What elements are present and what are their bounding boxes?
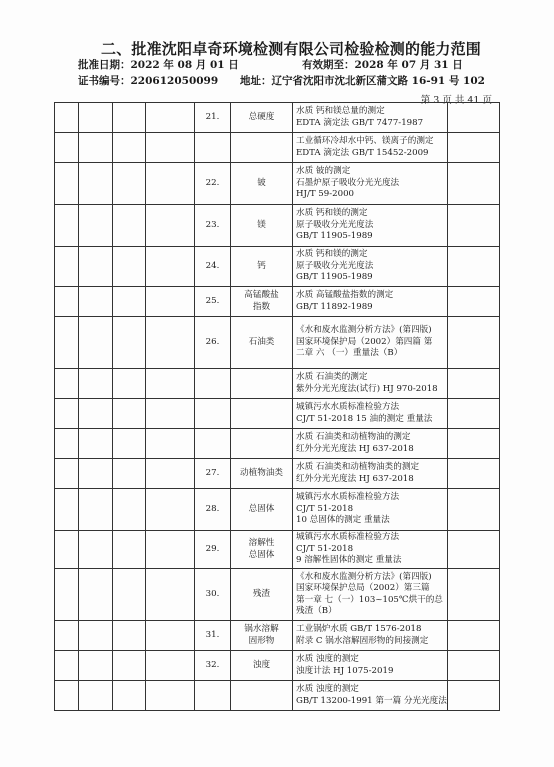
item-number: 28. — [195, 489, 231, 531]
method-line: 工业循环冷却水中钙、镁离子的测定 — [296, 136, 434, 146]
method-standard — [293, 621, 448, 651]
method-line: 水质 钙和镁的测定 — [296, 249, 368, 260]
blank-cell — [113, 247, 146, 287]
blank-cell — [79, 103, 113, 133]
blank-cell — [55, 531, 79, 569]
test-parameter — [231, 287, 293, 317]
method-line: 水质 钙和镁总量的测定 — [296, 106, 385, 116]
test-parameter — [231, 247, 293, 287]
method-standard — [293, 247, 448, 287]
method-line: GB/T 13200-1991 第一篇 分光光度法 — [296, 695, 447, 706]
blank-cell — [146, 621, 195, 651]
parameter-line: 镁 — [257, 219, 266, 230]
blank-cell — [55, 369, 79, 399]
method-standard — [293, 369, 448, 399]
blank-cell — [79, 531, 113, 569]
blank-cell — [448, 317, 500, 369]
parameter-line: 溶解性 — [248, 538, 275, 548]
item-number: 24. — [195, 247, 231, 287]
method-standard — [293, 459, 448, 489]
blank-cell — [55, 247, 79, 287]
test-parameter — [231, 651, 293, 681]
blank-cell — [113, 569, 146, 621]
blank-cell — [113, 133, 146, 163]
table-row — [55, 133, 500, 163]
address: 地址：辽宁省沈阳市沈北新区蒲文路 16-91 号 102 — [240, 75, 485, 87]
blank-cell — [55, 651, 79, 681]
method-line: 浊度计法 HJ 1075-2019 — [296, 665, 394, 676]
item-number: 23. — [195, 205, 231, 247]
table-row — [55, 621, 500, 651]
blank-cell — [448, 133, 500, 163]
method-line: 附录 C 锅水溶解固形物的间接测定 — [296, 635, 429, 646]
method-line: EDTA 滴定法 GB/T 15452-2009 — [296, 147, 429, 158]
blank-cell — [448, 399, 500, 429]
method-line: 城镇污水水质标准检验方法 — [296, 532, 400, 543]
blank-cell — [113, 531, 146, 569]
blank-cell — [146, 429, 195, 459]
blank-cell — [146, 287, 195, 317]
method-standard — [293, 489, 448, 531]
table-row — [55, 103, 500, 133]
item-number: 27. — [195, 459, 231, 489]
blank-cell — [146, 205, 195, 247]
item-number: 21. — [195, 103, 231, 133]
test-parameter — [231, 163, 293, 205]
test-parameter — [231, 399, 293, 429]
test-parameter — [231, 317, 293, 369]
table-row — [55, 205, 500, 247]
blank-cell — [79, 133, 113, 163]
test-parameter — [231, 681, 293, 711]
test-parameter — [231, 133, 293, 163]
blank-cell — [113, 287, 146, 317]
blank-cell — [146, 651, 195, 681]
method-line: 水质 浊度的测定 — [296, 654, 359, 664]
method-standard — [293, 569, 448, 621]
blank-cell — [146, 399, 195, 429]
table-row — [55, 681, 500, 711]
blank-cell — [113, 205, 146, 247]
blank-cell — [55, 569, 79, 621]
item-number: 31. — [195, 621, 231, 651]
certificate-number: 证书编号：220612050099 — [78, 75, 219, 87]
blank-cell — [448, 247, 500, 287]
blank-cell — [448, 489, 500, 531]
blank-cell — [113, 681, 146, 711]
blank-cell — [448, 369, 500, 399]
item-number: 26. — [195, 317, 231, 369]
method-line: 城镇污水水质标准检验方法 — [296, 402, 400, 412]
method-line: GB/T 11905-1989 — [296, 272, 373, 283]
test-parameter — [231, 569, 293, 621]
test-parameter — [231, 369, 293, 399]
parameter-line: 浊度 — [252, 659, 271, 670]
page-title: 二、批准沈阳卓奇环境检测有限公司检验检测的能力范围 — [101, 40, 482, 58]
blank-cell — [113, 103, 146, 133]
blank-cell — [113, 489, 146, 531]
blank-cell — [79, 459, 113, 489]
parameter-line: 总固体 — [248, 503, 275, 514]
blank-cell — [113, 317, 146, 369]
method-standard — [293, 163, 448, 205]
method-line: 《水和废水监测分析方法》(第四版) — [296, 325, 432, 336]
method-line: 工业锅炉水质 GB/T 1576-2018 — [296, 624, 422, 634]
table-row — [55, 317, 500, 369]
table-row — [55, 429, 500, 459]
item-number: 29. — [195, 531, 231, 569]
blank-cell — [448, 621, 500, 651]
test-parameter — [231, 531, 293, 569]
blank-cell — [55, 489, 79, 531]
blank-cell — [448, 531, 500, 569]
blank-cell — [448, 429, 500, 459]
parameter-line: 总硬度 — [248, 111, 275, 122]
blank-cell — [113, 399, 146, 429]
table-row — [55, 399, 500, 429]
parameter-line: 指数 — [252, 301, 271, 312]
parameter-line: 总固体 — [248, 549, 275, 560]
test-parameter — [231, 429, 293, 459]
test-parameter — [231, 205, 293, 247]
valid-until: 有效期至：2028 年 07 月 31 日 — [302, 59, 463, 71]
blank-cell — [55, 429, 79, 459]
blank-cell — [146, 133, 195, 163]
blank-cell — [55, 287, 79, 317]
method-line: 残渣（B） — [296, 606, 337, 616]
blank-cell — [79, 429, 113, 459]
item-number: 30. — [195, 569, 231, 621]
method-standard — [293, 429, 448, 459]
blank-cell — [146, 317, 195, 369]
blank-cell — [448, 205, 500, 247]
test-parameter — [231, 103, 293, 133]
method-standard — [293, 205, 448, 247]
table-row — [55, 489, 500, 531]
blank-cell — [448, 681, 500, 711]
blank-cell — [146, 489, 195, 531]
table-row — [55, 531, 500, 569]
method-line: 9 溶解性固体的测定 重量法 — [296, 555, 402, 566]
table-row — [55, 287, 500, 317]
blank-cell — [448, 103, 500, 133]
blank-cell — [113, 369, 146, 399]
blank-cell — [55, 103, 79, 133]
blank-cell — [113, 429, 146, 459]
table-row — [55, 163, 500, 205]
blank-cell — [146, 369, 195, 399]
blank-cell — [146, 569, 195, 621]
blank-cell — [79, 205, 113, 247]
parameter-line: 锅水溶解 — [244, 624, 279, 634]
blank-cell — [448, 459, 500, 489]
approval-date: 批准日期：2022 年 08 月 01 日 — [78, 59, 239, 71]
method-standard — [293, 531, 448, 569]
method-standard — [293, 103, 448, 133]
blank-cell — [79, 621, 113, 651]
blank-cell — [55, 205, 79, 247]
parameter-line: 铍 — [257, 177, 266, 188]
method-line: 红外分光光度法 HJ 637-2018 — [296, 443, 414, 454]
method-line: 水质 石油类和动植物油的测定 — [296, 432, 411, 442]
page-number: 第 3 页 共 41 页 — [420, 95, 492, 106]
method-standard — [293, 651, 448, 681]
blank-cell — [55, 621, 79, 651]
blank-cell — [448, 287, 500, 317]
blank-cell — [146, 459, 195, 489]
method-line: 10 总固体的测定 重量法 — [296, 515, 390, 526]
blank-cell — [79, 369, 113, 399]
test-parameter — [231, 621, 293, 651]
blank-cell — [448, 651, 500, 681]
method-line: 国家环境保护局（2002）第四篇 第 — [296, 336, 433, 347]
table-row — [55, 569, 500, 621]
method-line: 水质 石油类和动植物油类的测定 — [296, 462, 420, 472]
method-line: CJ/T 51-2018 15 油的测定 重量法 — [296, 413, 433, 424]
blank-cell — [448, 163, 500, 205]
method-standard — [293, 399, 448, 429]
method-line: GB/T 11892-1989 — [296, 301, 373, 312]
method-line: EDTA 滴定法 GB/T 7477-1987 — [296, 117, 424, 128]
table-row — [55, 459, 500, 489]
item-number: 32. — [195, 651, 231, 681]
test-parameter — [231, 459, 293, 489]
method-line: 原子吸收分光光度法 — [296, 260, 374, 271]
method-line: 紫外分光光度法(试行) HJ 970-2018 — [296, 383, 438, 394]
blank-cell — [146, 163, 195, 205]
item-number — [195, 369, 231, 399]
parameter-line: 残渣 — [252, 588, 271, 599]
blank-cell — [55, 681, 79, 711]
method-standard — [293, 317, 448, 369]
method-line: CJ/T 51-2018 — [296, 503, 354, 514]
item-number — [195, 429, 231, 459]
item-number: 22. — [195, 163, 231, 205]
blank-cell — [146, 681, 195, 711]
item-number: 25. — [195, 287, 231, 317]
parameter-line: 固形物 — [248, 635, 275, 646]
parameter-line: 动植物油类 — [240, 467, 283, 478]
method-line: 石墨炉原子吸收分光光度法 — [296, 177, 400, 188]
method-line: 水质 铍的测定 — [296, 166, 351, 177]
blank-cell — [55, 399, 79, 429]
table-row — [55, 651, 500, 681]
blank-cell — [55, 163, 79, 205]
item-number — [195, 399, 231, 429]
blank-cell — [55, 459, 79, 489]
method-line: 红外分光光度法 HJ 637-2018 — [296, 473, 414, 484]
test-parameter — [231, 489, 293, 531]
blank-cell — [146, 247, 195, 287]
method-line: 城镇污水水质标准检验方法 — [296, 492, 400, 503]
method-line: CJ/T 51-2018 — [296, 543, 354, 554]
capability-table — [54, 102, 500, 711]
blank-cell — [79, 247, 113, 287]
blank-cell — [146, 531, 195, 569]
blank-cell — [146, 103, 195, 133]
blank-cell — [448, 569, 500, 621]
method-standard — [293, 681, 448, 711]
method-line: 水质 钙和镁的测定 — [296, 208, 368, 219]
blank-cell — [79, 287, 113, 317]
item-number — [195, 133, 231, 163]
method-line: HJ/T 59-2000 — [296, 189, 355, 200]
blank-cell — [79, 651, 113, 681]
method-line: GB/T 11905-1989 — [296, 231, 373, 242]
blank-cell — [113, 163, 146, 205]
method-line: 二章 六 （一）重量法（B） — [296, 348, 403, 359]
method-line: 水质 石油类的测定 — [296, 372, 368, 382]
blank-cell — [55, 133, 79, 163]
blank-cell — [113, 651, 146, 681]
blank-cell — [79, 681, 113, 711]
method-line: 原子吸收分光光度法 — [296, 219, 374, 230]
parameter-line: 石油类 — [248, 336, 275, 347]
blank-cell — [113, 621, 146, 651]
blank-cell — [113, 459, 146, 489]
blank-cell — [79, 317, 113, 369]
table-row — [55, 369, 500, 399]
method-standard — [293, 133, 448, 163]
table-row — [55, 247, 500, 287]
blank-cell — [79, 399, 113, 429]
blank-cell — [79, 489, 113, 531]
method-line: 国家环境保护总局（2002）第三篇 — [296, 583, 430, 593]
method-standard — [293, 287, 448, 317]
method-line: 水质 浊度的测定 — [296, 684, 359, 694]
method-line: 《水和废水监测分析方法》(第四版) — [296, 571, 432, 582]
parameter-line: 高锰酸盐 — [244, 290, 279, 300]
method-line: 水质 高锰酸盐指数的测定 — [296, 290, 394, 300]
item-number — [195, 681, 231, 711]
blank-cell — [79, 569, 113, 621]
method-line: 第一章 七（一）103~105℃烘干的总 — [296, 594, 443, 605]
blank-cell — [55, 317, 79, 369]
parameter-line: 钙 — [257, 260, 266, 271]
blank-cell — [79, 163, 113, 205]
